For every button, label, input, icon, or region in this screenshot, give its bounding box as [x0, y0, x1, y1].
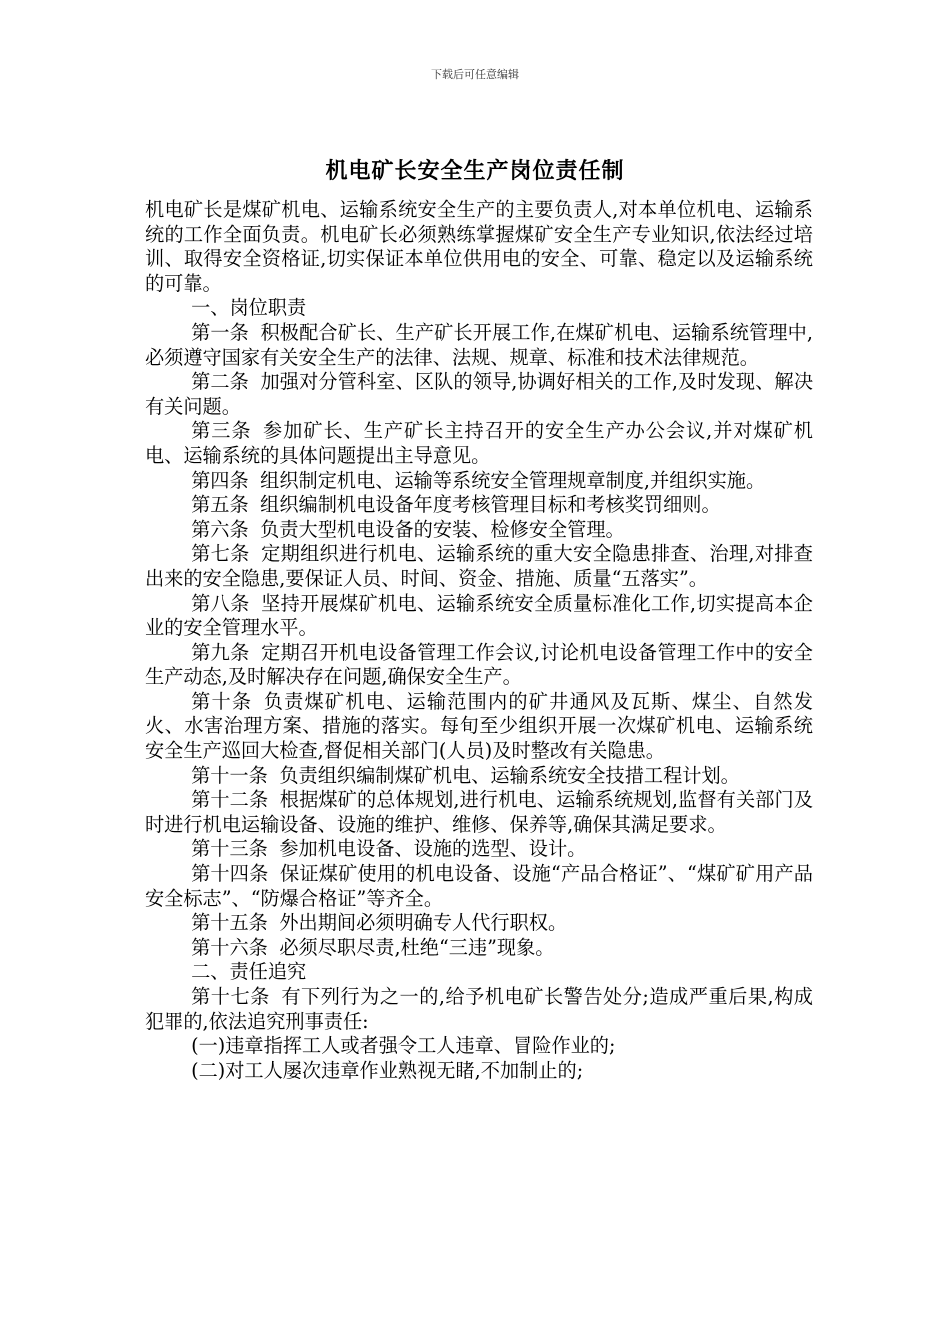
article-15	[145, 911, 813, 936]
article-text: 外出期间必须明确专人代行职权。	[279, 911, 568, 935]
article-number: 第十条	[191, 689, 253, 713]
article-number: 第二条	[191, 370, 249, 394]
article-number: 第四条	[191, 468, 249, 492]
article-number: 第七条	[191, 542, 250, 566]
article-text: 有下列行为之一的,给予机电矿长警告处分;造成严重后果,构成犯罪的,依法追究刑事责任:	[145, 985, 813, 1033]
section-heading-accountability: 二、责任追究	[191, 960, 307, 984]
article-14	[145, 862, 813, 911]
article-number: 第十七条	[191, 985, 270, 1008]
article-text: 必须尽职尽责,杜绝“三违”现象。	[279, 935, 555, 959]
article-6	[145, 518, 813, 543]
article-number: 第十三条	[191, 837, 268, 861]
article-text: 根据煤矿的总体规划,进行机电、运输系统规划,监督有关部门及时进行机电运输设备、设施的维护、维修、保养等,确保其满足要求。	[145, 788, 814, 836]
document-body	[145, 198, 813, 1083]
article-13	[145, 837, 813, 862]
article-text: 负责煤矿机电、运输范围内的矿井通风及瓦斯、煤尘、自然发火、水害治理方案、措施的落实。每旬至少组织开展一次煤矿机电、运输系统安全生产巡回大检查,督促相关部门(人员)及时整改有关隐患。	[145, 689, 814, 763]
article-2	[145, 370, 813, 419]
article-number: 第九条	[191, 640, 250, 664]
list-item: (一)违章指挥工人或者强令工人违章、冒险作业的;	[191, 1034, 616, 1058]
article-number: 第十五条	[191, 911, 268, 935]
article-17	[145, 985, 813, 1034]
page-header-note: 下载后可任意编辑	[431, 68, 519, 81]
article-text: 积极配合矿长、生产矿长开展工作,在煤矿机电、运输系统管理中,必须遵守国家有关安全生产的法律、法规、规章、标准和技术法律规范。	[145, 320, 814, 369]
article-text: 坚持开展煤矿机电、运输系统安全质量标准化工作,切实提高本企业的安全管理水平。	[145, 591, 813, 640]
article-16	[145, 936, 813, 961]
article-12	[145, 788, 813, 837]
section-heading-duties: 一、岗位职责	[191, 296, 307, 320]
article-number: 第十四条	[191, 862, 269, 886]
article-9	[145, 641, 813, 690]
article-text: 定期组织进行机电、运输系统的重大安全隐患排查、治理,对排查出来的安全隐患,要保证人员、时间、资金、措施、质量“五落实”。	[145, 542, 813, 590]
article-8	[145, 592, 813, 641]
article-1	[145, 321, 813, 370]
article-number: 第三条	[191, 419, 252, 443]
article-text: 负责大型机电设备的安装、检修安全管理。	[260, 517, 625, 541]
article-number: 第五条	[191, 493, 249, 517]
article-text: 加强对分管科室、区队的领导,协调好相关的工作,及时发现、解决有关问题。	[145, 370, 814, 418]
article-text: 组织制定机电、运输等系统安全管理规章制度,并组织实施。	[260, 468, 766, 492]
article-4	[145, 469, 813, 494]
article-number: 第十六条	[191, 935, 268, 959]
intro-paragraph: 机电矿长是煤矿机电、运输系统安全生产的主要负责人,对本单位机电、运输系统的工作全面负责。机电矿长必须熟练掌握煤矿安全生产专业知识,依法经过培训、取得安全资格证,切实保证本单位供用电的安全、可靠、稳定以及运输系统的可靠。	[145, 198, 813, 295]
article-text: 参加机电设备、设施的选型、设计。	[279, 837, 587, 861]
article-7	[145, 542, 813, 591]
article-11	[145, 764, 813, 789]
article-text: 负责组织编制煤矿机电、运输系统安全技措工程计划。	[279, 763, 740, 787]
article-text: 保证煤矿使用的机电设备、设施“产品合格证”、“煤矿矿用产品安全标志”、“防爆合格证”等齐全。	[145, 862, 813, 910]
article-number: 第一条	[191, 320, 249, 344]
article-text: 参加矿长、生产矿长主持召开的安全生产办公会议,并对煤矿机电、运输系统的具体问题提出主导意见。	[145, 419, 813, 467]
document-title: 机电矿长安全生产岗位责任制	[325, 159, 625, 184]
article-10	[145, 690, 813, 764]
list-item: (二)对工人屡次违章作业熟视无睹,不加制止的;	[191, 1058, 584, 1082]
article-text: 定期召开机电设备管理工作会议,讨论机电设备管理工作中的安全生产动态,及时解决存在问题,确保安全生产。	[145, 640, 813, 689]
article-number: 第十一条	[191, 763, 268, 787]
article-number: 第六条	[191, 517, 249, 541]
article-number: 第八条	[191, 591, 250, 615]
article-text: 组织编制机电设备年度考核管理目标和考核奖罚细则。	[260, 493, 721, 517]
article-5	[145, 493, 813, 518]
article-3	[145, 419, 813, 468]
article-number: 第十二条	[191, 788, 269, 812]
